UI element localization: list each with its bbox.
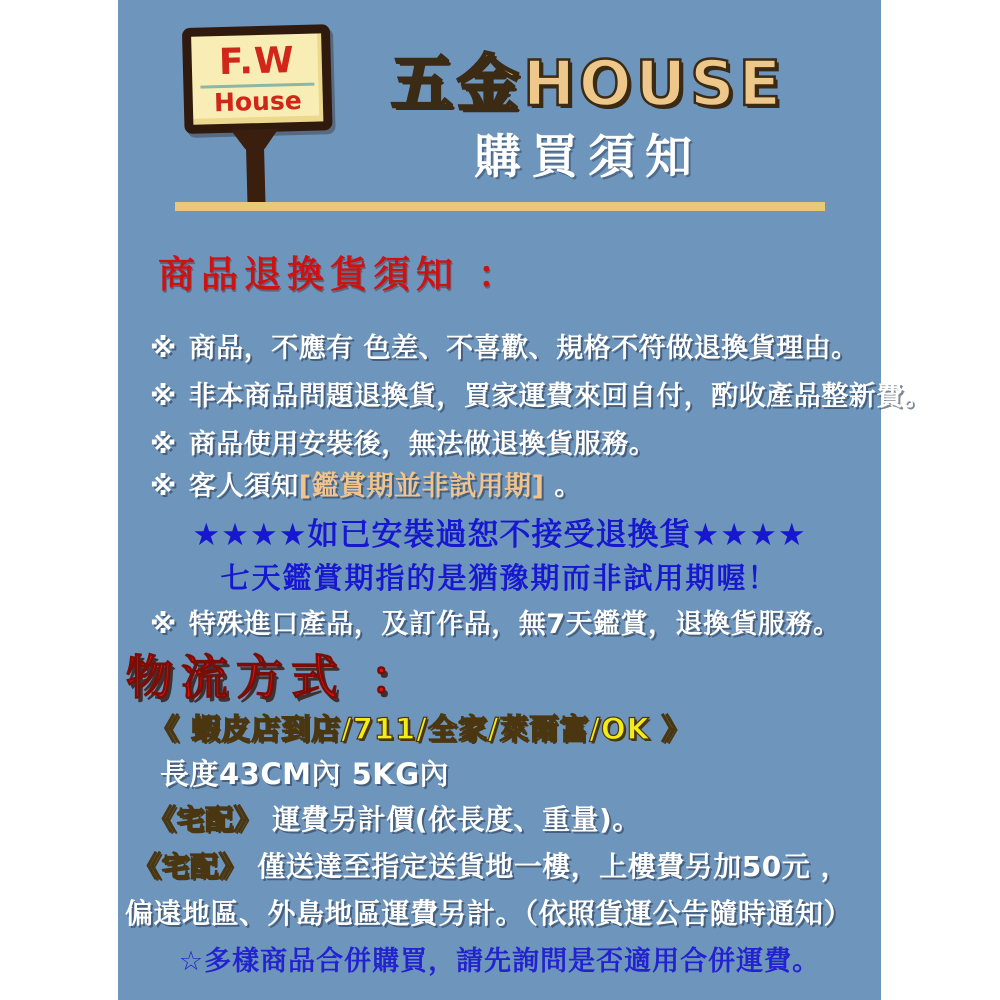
sign-post <box>246 146 266 208</box>
sign-board <box>182 24 333 134</box>
home-delivery-tag: 《宅配》 <box>148 803 263 836</box>
logo-text-house: House <box>213 85 303 118</box>
page-subtitle: 購買須知 <box>474 130 702 185</box>
shipping-size-line: 長度43CM內 5KG內 <box>160 757 450 791</box>
returns-item <box>150 422 656 461</box>
home-delivery-text: 僅送達至指定送貨地一樓，上樓費另加50元 ， <box>247 850 849 883</box>
combine-shipping-note: ☆多樣商品合併購買，請先詢問是否適用合併運費。 <box>178 946 821 977</box>
page-title: 五金HOUSE <box>391 47 785 120</box>
shipping-stores-line: 《 蝦皮店到店/711/全家/萊爾富/OK 》 <box>150 712 692 746</box>
shipping-remote-line: 偏遠地區、外島地區運費另計。（依照貨運公告隨時通知） <box>125 897 853 930</box>
trial-period-note: 七天鑑賞期指的是猶豫期而非試用期喔！ <box>220 561 779 595</box>
logo-text-fw: F.W <box>218 40 296 84</box>
returns-item-suffix: 。 <box>544 471 582 502</box>
returns-item <box>150 602 841 641</box>
shipping-home-delivery-line <box>148 798 641 838</box>
star-warning-note: ★★★★如已安裝過恕不接受退換貨★★★★ <box>192 517 807 553</box>
returns-item <box>150 464 582 503</box>
returns-item-text: 商品，不應有 色差、不喜歡、規格不符做退換貨理由。 <box>188 333 859 364</box>
shipping-heading: 物流方式 ： <box>126 651 426 706</box>
bullet-marker: ※ <box>150 381 177 412</box>
home-delivery-text: 運費另計價(依長度、重量)。 <box>262 803 641 836</box>
returns-item-highlight: [鑑賞期並非試用期] <box>298 471 545 502</box>
bullet-marker: ※ <box>150 471 177 502</box>
shipping-home-delivery-line <box>133 845 849 885</box>
returns-item <box>150 326 859 365</box>
notice-card <box>118 0 932 1000</box>
returns-item-text: 商品使用安裝後，無法做退換貨服務。 <box>188 429 657 460</box>
bullet-marker: ※ <box>150 609 177 640</box>
returns-heading: 商品退換貨須知 ： <box>158 253 521 296</box>
home-delivery-tag: 《宅配》 <box>133 850 248 883</box>
bullet-marker: ※ <box>150 333 177 364</box>
returns-item-text: 特殊進口產品，及訂作品，無7天鑑賞，退換貨服務。 <box>188 609 841 640</box>
bullet-marker: ※ <box>150 429 177 460</box>
returns-item-prefix: 客人須知 <box>188 471 299 502</box>
header-divider <box>175 202 825 211</box>
returns-item <box>150 374 931 413</box>
returns-item-text: 非本商品問題退換貨，買家運費來回自付，酌收產品整新費。 <box>188 381 932 412</box>
